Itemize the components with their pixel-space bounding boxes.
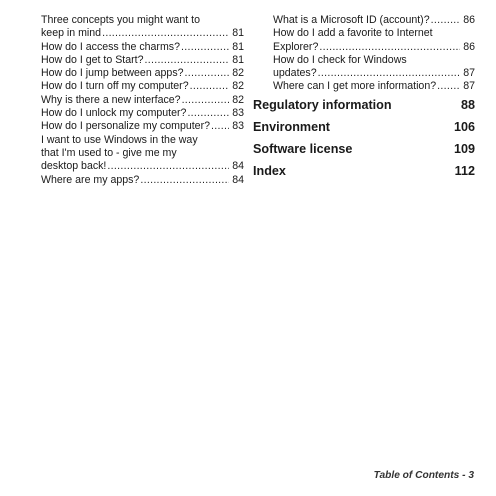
toc-entry-text: that I'm used to - give me my [41, 146, 177, 159]
toc-entry-line [273, 27, 475, 40]
toc-entry-line [273, 67, 475, 80]
dot-leader [107, 160, 229, 173]
section-page-number: 88 [460, 97, 475, 112]
toc-right-column [253, 14, 475, 178]
toc-entry-line [273, 14, 475, 27]
dot-leader [182, 94, 230, 107]
dot-leader [185, 67, 230, 80]
toc-entry-line [41, 14, 244, 27]
toc-entry-text: How do I jump between apps? [41, 67, 184, 80]
toc-entry[interactable] [41, 174, 244, 187]
toc-page-number: 84 [232, 160, 244, 173]
toc-entry-text: How do I access the charms? [41, 40, 180, 53]
dot-leader [144, 54, 229, 67]
toc-entry-line [41, 134, 244, 147]
toc-entry-line [41, 67, 244, 80]
dot-leader [190, 80, 230, 93]
section-title: Software license [253, 141, 353, 156]
toc-entry-line [273, 80, 475, 93]
toc-page-number: 82 [232, 67, 244, 80]
toc-left-column [41, 14, 244, 187]
toc-entry-text: How do I add a favorite to Internet [273, 27, 433, 40]
toc-page-number: 83 [232, 107, 244, 120]
toc-entry[interactable] [253, 14, 475, 27]
toc-entry[interactable] [41, 80, 244, 93]
toc-entry[interactable] [41, 94, 244, 107]
toc-section-heading[interactable] [253, 98, 475, 112]
section-page-number: 106 [453, 119, 475, 134]
toc-entry-text: desktop back! [41, 160, 107, 173]
toc-entry-text: How do I check for Windows [273, 53, 407, 66]
toc-entry-line [41, 120, 244, 133]
dot-leader [187, 107, 229, 120]
toc-entry[interactable] [253, 27, 475, 54]
section-title: Index [253, 163, 286, 178]
toc-entry-line [41, 174, 244, 187]
toc-page-number: 82 [232, 80, 244, 93]
toc-entry-line [41, 80, 244, 93]
toc-entry-line [41, 107, 244, 120]
toc-entry[interactable] [41, 14, 244, 41]
dot-leader [431, 14, 461, 27]
toc-entry-text: updates? [273, 67, 317, 80]
toc-entry-text: Where are my apps? [41, 173, 140, 186]
toc-entry[interactable] [41, 67, 244, 80]
dot-leader [437, 80, 460, 93]
page-footer: Table of Contents - 3 [373, 470, 474, 481]
toc-entry-text: What is a Microsoft ID (account)? [273, 14, 430, 26]
toc-entry[interactable] [41, 41, 244, 54]
toc-page-number: 81 [232, 53, 244, 66]
dot-leader [318, 67, 461, 80]
toc-entry-text: Three concepts you might want to [41, 14, 200, 26]
toc-entry-line [41, 41, 244, 54]
dot-leader [102, 27, 229, 40]
section-page-number: 112 [454, 163, 475, 178]
toc-entry-line [41, 147, 244, 160]
toc-entry-text: How do I turn off my computer? [41, 80, 189, 93]
dot-leader [181, 41, 229, 54]
toc-section-heading[interactable] [253, 164, 475, 178]
toc-entry[interactable] [41, 120, 244, 133]
toc-entry-text: Explorer? [273, 40, 319, 53]
toc-page-number: 86 [463, 40, 475, 53]
toc-page-number: 82 [232, 93, 244, 106]
toc-entry-text: How do I get to Start? [41, 53, 144, 66]
toc-page-number: 81 [232, 27, 244, 40]
toc-page-number: 87 [463, 80, 475, 93]
toc-entry-text: How do I unlock my computer? [41, 107, 187, 120]
toc-entry-line [273, 41, 475, 54]
toc-entry-line [41, 54, 244, 67]
toc-entry-text: How do I personalize my computer? [41, 120, 210, 133]
section-title: Environment [253, 119, 330, 134]
toc-page-number: 81 [232, 40, 244, 53]
section-page-number: 109 [453, 141, 475, 156]
dot-leader [319, 41, 460, 54]
toc-entry[interactable] [41, 54, 244, 67]
toc-page-number: 83 [232, 120, 244, 133]
section-title: Regulatory information [253, 97, 392, 112]
toc-entry-text: Why is there a new interface? [41, 93, 181, 106]
toc-entry-line [41, 27, 244, 40]
toc-page-number: 84 [232, 173, 244, 186]
toc-entry-text: I want to use Windows in the way [41, 133, 198, 146]
toc-entry[interactable] [253, 80, 475, 93]
toc-entry-line [273, 54, 475, 67]
toc-entry[interactable] [41, 107, 244, 120]
toc-entry-text: Where can I get more information? [273, 80, 437, 93]
toc-entry[interactable] [253, 54, 475, 81]
toc-page-number: 86 [463, 14, 475, 26]
toc-section-heading[interactable] [253, 120, 475, 134]
toc-entry[interactable] [41, 134, 244, 174]
toc-page-number: 87 [463, 67, 475, 80]
toc-section-heading[interactable] [253, 142, 475, 156]
toc-entry-line [41, 94, 244, 107]
toc-entry-line [41, 160, 244, 173]
dot-leader [140, 174, 229, 187]
dot-leader [211, 120, 229, 133]
toc-entry-text: keep in mind [41, 27, 102, 40]
